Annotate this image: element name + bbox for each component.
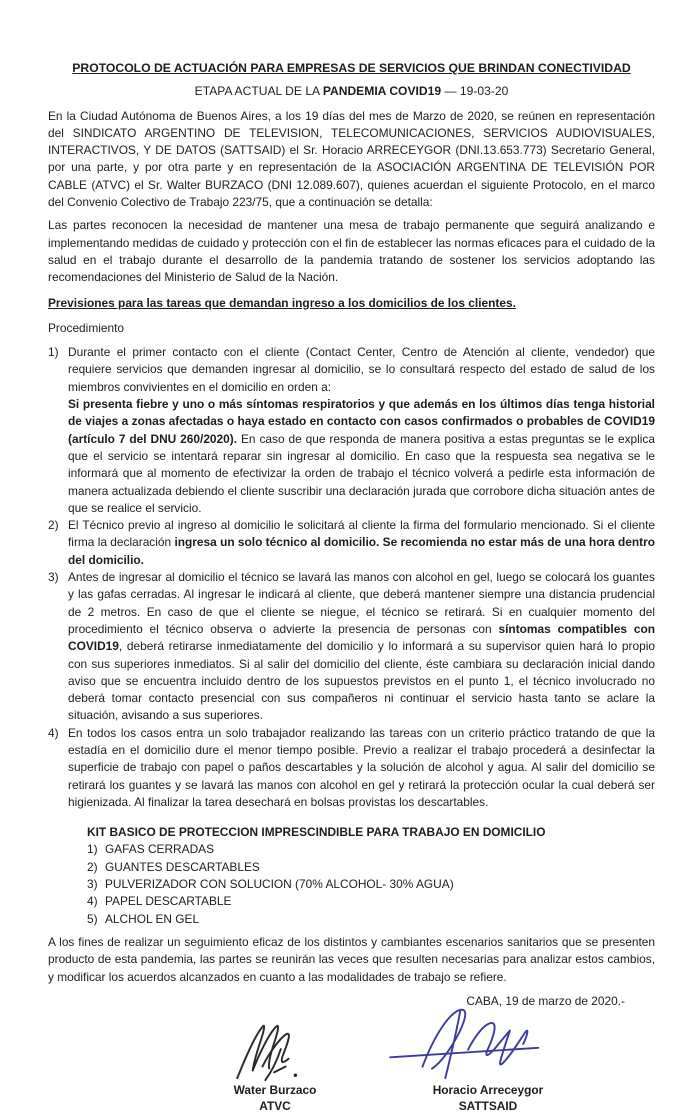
kit-item-number: 5) <box>87 911 98 926</box>
item-text <box>68 517 655 569</box>
signature-block-sattsaid <box>378 1006 598 1114</box>
kit-item-label: GAFAS CERRADAS <box>105 842 215 857</box>
item-text-segment: En caso de que responda de manera positiva a estas preguntas se le explica que el servicio se intentará reparar sin ingresar al domicilio. En caso que la respuesta sea negativa se le informará que al momento de efectivizar la orden de trabajo el técnico volverá a pedirle esta información de manera actualizada debiendo el cliente suscribir una declaración jurada que corrobore dicha situación antes de que se realice el servicio. <box>68 431 655 515</box>
item-text <box>68 344 655 517</box>
kit-item-number: 1) <box>87 842 98 857</box>
signer-org-sattsaid: SATTSAID <box>458 1099 518 1114</box>
procedure-item-1 <box>48 344 655 517</box>
item-text-segment: , deberá retirarse inmediatamente del domicilio y lo informará a su supervisor quien hará lo propio con sus superiores inmediatos. Si al salir del domicilio del cliente, éste cambiara su declaración inicial dando aviso que se encuentra incluido dentro de los supuestos previstos en el punto 1, el técnico involucrado no deberá tomar contacto presencial con sus compañeros ni continuar el servicio hasta tanto se aclare la situación, avisando a sus superiores. <box>68 639 655 723</box>
item-number: 1) <box>48 345 59 360</box>
signer-org-atvc: ATVC <box>259 1099 291 1114</box>
kit-item-4 <box>87 893 655 910</box>
procedure-list <box>48 344 655 811</box>
procedure-item-3 <box>48 569 655 725</box>
date-line: CABA, 19 de marzo de 2020.- <box>466 993 625 1008</box>
kit-item-3 <box>87 876 655 893</box>
procedure-item-4 <box>48 725 655 811</box>
signature-row <box>48 1010 655 1117</box>
kit-section <box>87 824 655 928</box>
document-subtitle <box>48 83 655 100</box>
kit-item-1 <box>87 841 655 858</box>
signature-stroke-sattsaid <box>388 1006 588 1082</box>
item-number: 4) <box>48 725 59 740</box>
kit-item-label: GUANTES DESCARTABLES <box>105 859 260 874</box>
item-text-segment-bold: ingresa un solo técnico al domicilio. Se recomienda no estar más de una hora dentro del domicilio. <box>68 535 656 567</box>
kit-item-label: PAPEL DESCARTABLE <box>105 894 232 909</box>
document-title: PROTOCOLO DE ACTUACIÓN PARA EMPRESAS DE SERVICIOS QUE BRINDAN CONECTIVIDAD <box>72 61 631 75</box>
subtitle-pandemic-label: PANDEMIA COVID19 <box>322 84 442 99</box>
kit-item-5 <box>87 911 655 928</box>
item-text <box>68 569 655 725</box>
kit-item-number: 3) <box>87 877 98 892</box>
item-text-segment-bold: síntomas compatibles con COVID19 <box>68 621 655 654</box>
kit-item-label: ALCHOL EN GEL <box>105 911 200 926</box>
kit-item-number: 4) <box>87 894 98 909</box>
intro-paragraph-1: En la Ciudad Autónoma de Buenos Aires, a los 19 días del mes de Marzo de 2020, se reúnen en representación del SINDICATO ARGENTINO DE TELEVISION, TELECOMUNICACIONES, SERVICIOS AUDIOVISUALES, INTERACTIVOS, Y DE DATOS (SATTSAID) el Sr. Horacio ARRECEYGOR (DNI.13.653.773) Secretario General, por una parte, y por otra parte y en representación de la ASOCIACIÓN ARGENTINA DE TELEVISIÓN POR CABLE (ATVC) el Sr. Walter BURZACO (DNI 12.089.607), quienes acuerdan el siguiente Protocolo, en el marco del Convenio Colectivo de Trabajo 223/75, que a continuación se detalla: <box>48 108 655 210</box>
item-text-segment-bold: Si presenta fiebre y uno o más síntomas respiratorios y que además en los últimos días tenga historial de viajes a zonas afectadas o haya estado en contacto con casos confirmados o probables de COVID19 (artículo 7 del DNU 260/2020). <box>68 397 655 446</box>
procedure-label: Procedimiento <box>48 320 125 335</box>
kit-heading: KIT BASICO DE PROTECCION IMPRESCINDIBLE PARA TRABAJO EN DOMICILIO <box>87 825 546 840</box>
signature-ink <box>390 1010 538 1079</box>
kit-item-label: PULVERIZADOR CON SOLUCION (70% ALCOHOL- 30% AGUA) <box>105 877 454 892</box>
item-text-segment: Durante el primer contacto con el cliente (Contact Center, Centro de Atención al cliente, vendedor) que requiere servicios que demanden ingresar al domicilio, se lo consultará respecto del estado de salud de los miembros convivientes en el domicilio en orden a: <box>68 345 655 394</box>
subtitle-prefix: ETAPA ACTUAL DE LA <box>194 84 323 99</box>
item-number: 3) <box>48 570 59 585</box>
signature-block-atvc <box>190 1022 360 1114</box>
signer-name-atvc: Water Burzaco <box>233 1083 317 1098</box>
section-heading-previsiones: Previsiones para las tareas que demandan ingreso a los domicilios de los clientes. <box>48 295 516 310</box>
signer-name-sattsaid: Horacio Arreceygor <box>432 1083 544 1098</box>
item-text <box>68 725 655 811</box>
signature-stroke-atvc <box>228 1022 323 1082</box>
item-text-segment: En todos los casos entra un solo trabajador realizando las tareas con un criterio práctico tratando de que la estadía en el domicilio dure el menor tiempo posible. Previo a realizar el trabajo procederá a desinfectar la superficie de trabajo con papel o paños descartables y la solución de alcohol y agua. Al salir del domicilio se retirará los guantes y se lavará las manos con alcohol en gel y retirará la protección ocular la cual deberá ser higienizada. Al finalizar la tarea desechará en bolsas provistas los descartables. <box>68 725 655 809</box>
procedure-item-2 <box>48 517 655 569</box>
signature-dot <box>293 1074 296 1077</box>
closing-paragraph: A los fines de realizar un seguimiento eficaz de los distintos y cambiantes escenarios sanitarios que se presenten producto de esta pandemia, las partes se reunirán las veces que resulten necesarias para analizar estos cambios, y modificar los acuerdos alcanzados en cuanto a las modalidades de trabajo se refiere. <box>48 934 655 984</box>
item-number: 2) <box>48 518 59 533</box>
signature-ink <box>237 1026 289 1080</box>
subtitle-date: — 19-03-20 <box>441 84 509 99</box>
kit-item-number: 2) <box>87 859 98 874</box>
item-text-segment: Antes de ingresar al domicilio el técnico se lavará las manos con alcohol en gel, luego se colocará los guantes y las gafas cerradas. Al ingresar le indicará al cliente, que deberá mantener siempre una distancia prudencial de 2 metros. En caso de que el cliente se niegue, el técnico se retirará. Si en cualquier momento del procedimiento el técnico observa o advierte la presencia de personas con <box>68 570 655 636</box>
kit-item-2 <box>87 859 655 876</box>
intro-paragraph-2: Las partes reconocen la necesidad de mantener una mesa de trabajo permanente que seguirá analizando e implementando medidas de cuidado y protección con el fin de establecer las normas eficaces para el cuidado de la salud en el trabajo durante el desarrollo de la pandemia tratando de sostener los servicios adoptando las recomendaciones del Ministerio de Salud de la Nación. <box>48 218 655 285</box>
item-text-segment: El Técnico previo al ingreso al domicilio le solicitará al cliente la firma del formulario mencionado. Si el cliente firma la declaración <box>68 518 655 550</box>
